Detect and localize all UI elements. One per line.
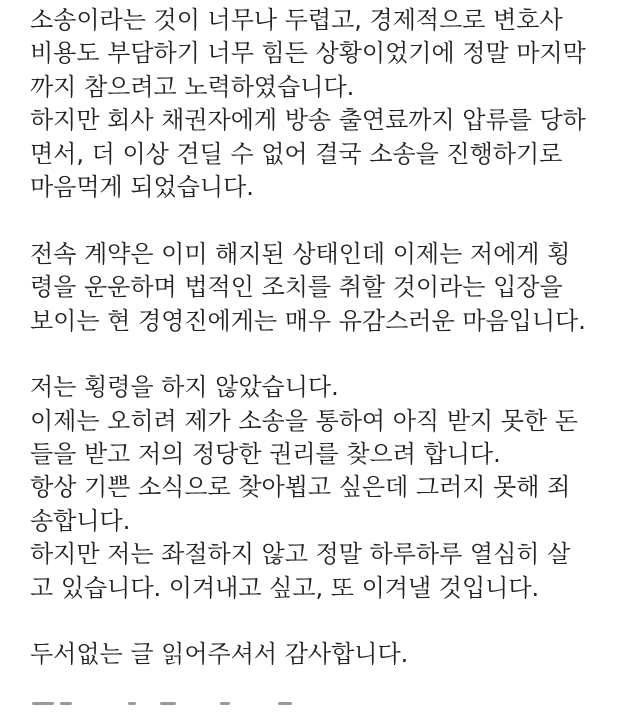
text-line: 령을 운운하며 법적인 조치를 취할 것이라는 입장을 [30,273,563,302]
text-line: 전속 계약은 이미 해지된 상태인데 이제는 저에게 횡 [30,239,571,268]
text-line: 고 있습니다. 이겨내고 싶고, 또 이겨낼 것입니다. [30,573,540,602]
cropped-next-line [30,702,630,716]
text-line: 저는 횡령을 하지 않았습니다. [30,373,339,402]
text-line: 들을 받고 저의 정당한 권리를 찾으려 합니다. [30,440,501,469]
text-line: 항상 기쁜 소식으로 찾아뵙고 싶은데 그러지 못해 죄 [30,473,571,502]
text-line: 이제는 오히려 제가 소송을 통하여 아직 받지 못한 돈 [30,406,578,435]
text-line: 마음먹게 되었습니다. [30,172,254,201]
text-line: 면서, 더 이상 견딜 수 없어 결국 소송을 진행하기로 [30,139,563,168]
text-line: 송합니다. [30,506,131,535]
text-line: 하지만 회사 채권자에게 방송 출연료까지 압류를 당하 [30,106,586,135]
text-line: 까지 참으려고 노력하였습니다. [30,72,355,101]
text-line: 비용도 부담하기 너무 힘든 상황이었기에 정말 마지막 [30,39,586,68]
text-line: 소송이라는 것이 너무나 두렵고, 경제적으로 변호사 [30,6,563,34]
paragraph-gap [30,605,630,638]
text-line: 하지만 저는 좌절하지 않고 정말 하루하루 열심히 살 [30,540,571,569]
paragraph-gap [30,338,630,371]
text-line: 두서없는 글 읽어주셔서 감사합니다. [30,640,409,669]
post-body [30,4,630,672]
paragraph-gap [30,204,630,237]
text-line: 보이는 현 경영진에게는 매우 유감스러운 마음입니다. [30,306,586,335]
